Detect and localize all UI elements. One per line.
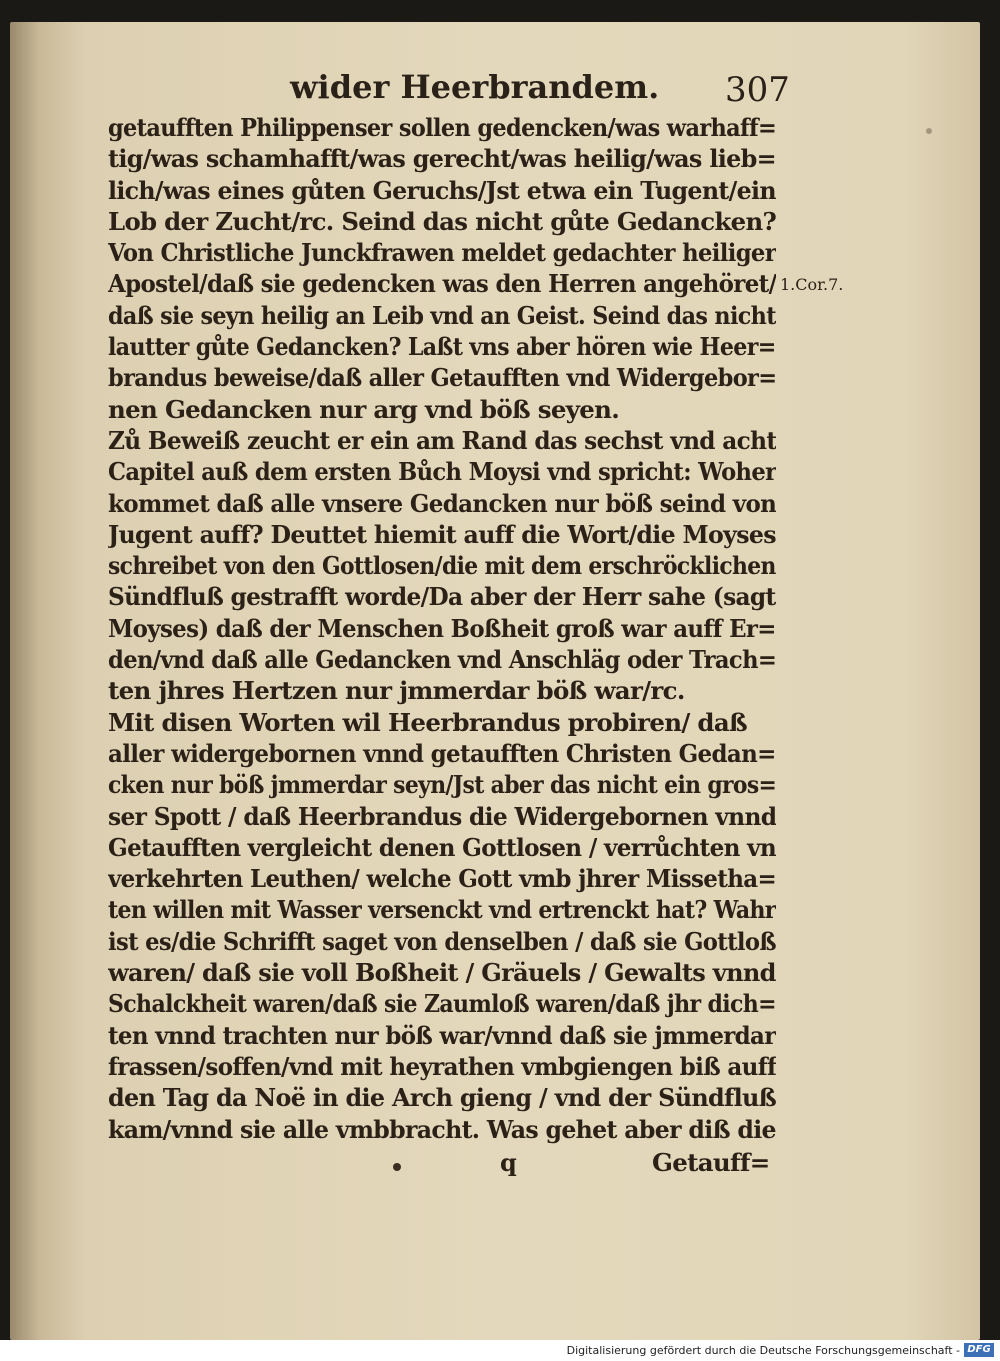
text-line: Schalckheit waren/daß sie Zaumloß waren/daß jhr dich=	[108, 989, 776, 1019]
text-line: ten jhres Hertzen nur jmmerdar böß war/rc.	[108, 676, 685, 706]
text-line: ten willen mit Wasser versenckt vnd ertrenckt hat? Wahr	[108, 895, 776, 925]
text-line: Lob der Zucht/rc. Seind das nicht gůte Gedancken?	[108, 206, 776, 236]
text-line: Capitel auß dem ersten Bůch Moysi vnd spricht: Woher	[108, 457, 776, 487]
text-line: ten vnnd trachten nur böß war/vnnd daß sie jmmerdar	[108, 1020, 776, 1050]
text-line: Apostel/daß sie gedencken was den Herren angehöret/	[108, 269, 776, 299]
text-line: Getaufften vergleicht denen Gottlosen / verrůchten vn	[108, 832, 776, 862]
printer-dot-mark	[393, 1163, 401, 1171]
footer-credit: Digitalisierung gefördert durch die Deutsche Forschungsgemeinschaft -	[566, 1344, 960, 1357]
text-line: aller widergebornen vnnd getaufften Christen Gedan=	[108, 738, 776, 768]
text-line: kam/vnnd sie alle vmbbracht. Was gehet aber diß die	[108, 1114, 776, 1144]
text-line: Jugent auff? Deuttet hiemit auff die Wort/die Moyses	[108, 519, 776, 549]
dfg-logo: DFG	[964, 1343, 994, 1357]
catchword: Getauff=	[652, 1148, 770, 1177]
text-line: frassen/soffen/vnd mit heyrathen vmbgiengen biß auff	[108, 1051, 776, 1081]
text-line: lich/was eines gůten Geruchs/Jst etwa ein Tugent/ein	[108, 175, 776, 205]
text-line: cken nur böß jmmerdar seyn/Jst aber das nicht ein gros=	[108, 770, 776, 800]
text-line: Von Christliche Junckfrawen meldet gedachter heiliger	[108, 238, 776, 268]
page-number: 307	[725, 70, 790, 110]
text-line: verkehrten Leuthen/ welche Gott vmb jhrer Missetha=	[108, 864, 776, 894]
text-line: getaufften Philippenser sollen gedencken/was warhaff=	[108, 113, 776, 142]
text-line: daß sie seyn heilig an Leib vnd an Geist. Seind das nicht	[108, 300, 776, 330]
text-line: waren/ daß sie voll Boßheit / Gräuels / Gewalts vnnd	[108, 958, 776, 988]
text-line: nen Gedancken nur arg vnd böß seyen.	[108, 394, 620, 424]
text-line: tig/was schamhafft/was gerecht/was heilig/was lieb=	[108, 144, 776, 174]
text-line: ser Spott / daß Heerbrandus die Widergebornen vnnd	[108, 801, 776, 831]
text-line: lautter gůte Gedancken? Laßt vns aber hören wie Heer=	[108, 332, 776, 362]
paper-stain	[926, 128, 932, 134]
text-line: Sündfluß gestrafft worde/Da aber der Herr sahe (sagt	[108, 582, 776, 612]
text-line: schreibet von den Gottlosen/die mit dem erschröcklichen	[108, 551, 776, 581]
text-line: brandus beweise/daß aller Getaufften vnd Widergebor=	[108, 363, 776, 393]
text-line: ist es/die Schrifft saget von denselben / daß sie Gottloß	[108, 926, 776, 956]
signature-mark: q	[500, 1148, 517, 1177]
running-head: wider Heerbrandem.	[290, 68, 660, 106]
margin-note: 1.Cor.7.	[780, 275, 844, 294]
text-line: den/vnd daß alle Gedancken vnd Anschläg oder Trach=	[108, 645, 776, 675]
text-line: kommet daß alle vnsere Gedancken nur böß seind von	[108, 488, 776, 518]
text-line: Zů Beweiß zeucht er ein am Rand das sechst vnd acht	[108, 425, 776, 455]
text-line: den Tag da Noë in die Arch gieng / vnd der Sündfluß	[108, 1083, 776, 1113]
main-text-block	[108, 112, 776, 1145]
text-line: Moyses) daß der Menschen Boßheit groß war auff Er=	[108, 613, 776, 643]
text-line: Mit disen Worten wil Heerbrandus probiren/ daß	[108, 707, 747, 737]
